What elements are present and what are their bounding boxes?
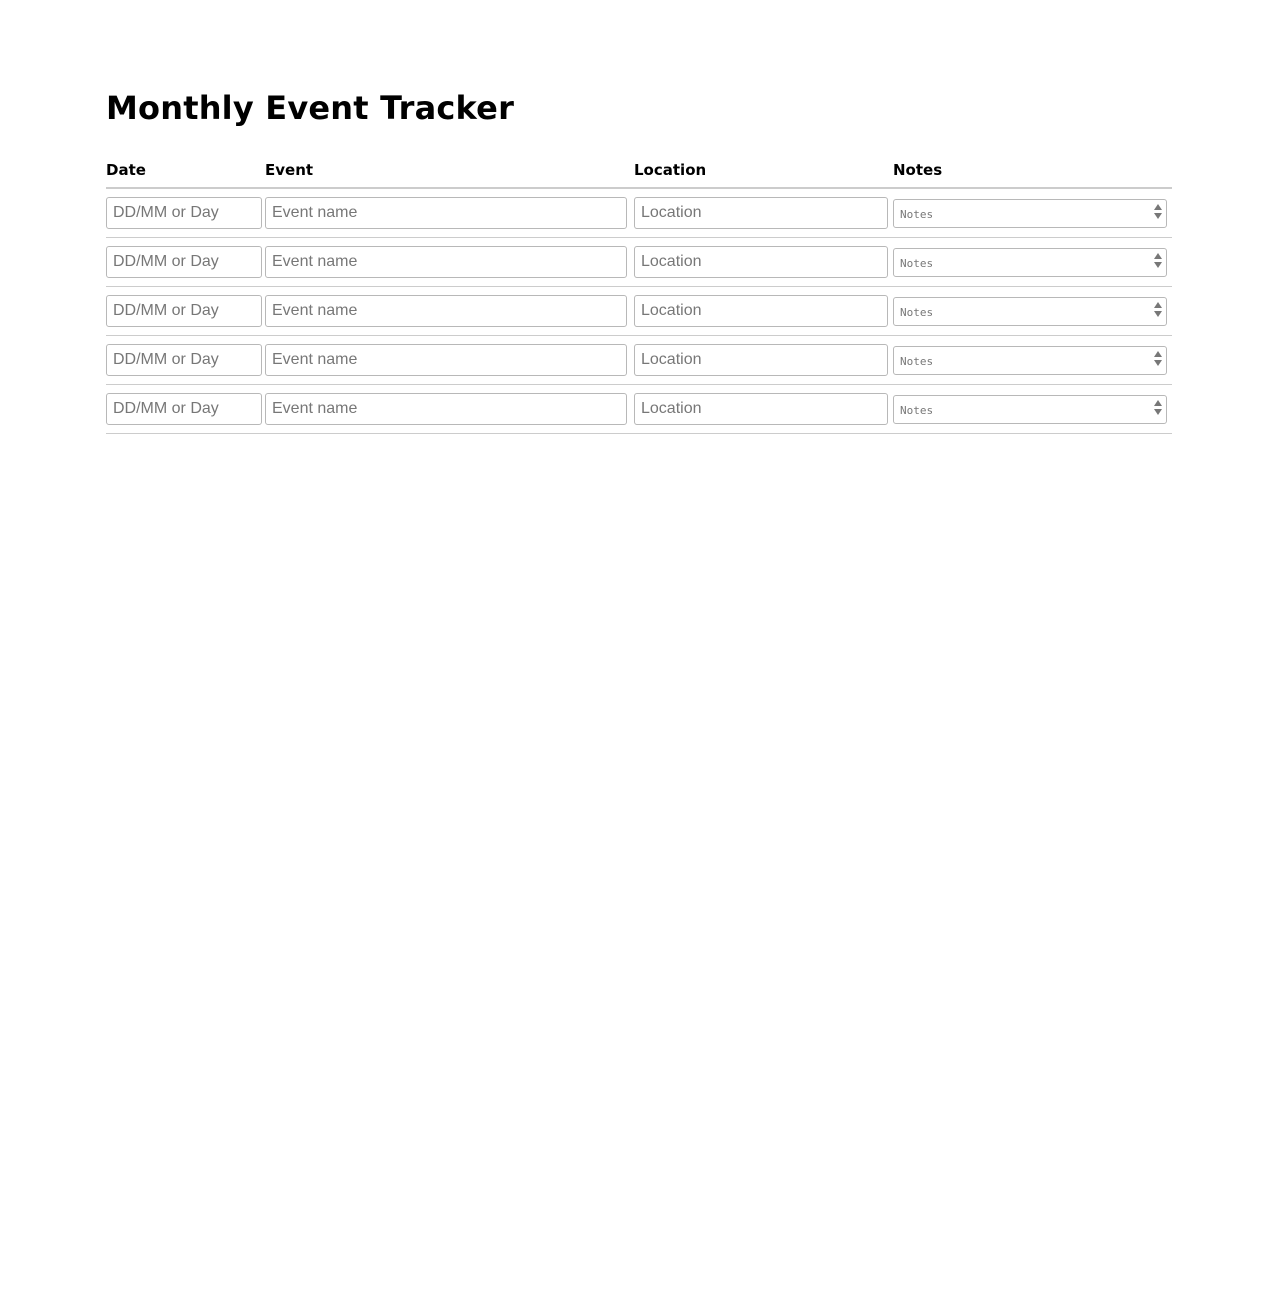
- table-row: [106, 188, 1172, 238]
- scroll-up-arrow-icon[interactable]: [1154, 253, 1162, 259]
- notes-field: [893, 395, 1167, 424]
- event-name-input[interactable]: [265, 197, 627, 229]
- notes-textarea[interactable]: [894, 200, 1150, 227]
- notes-textarea[interactable]: [894, 396, 1150, 423]
- notes-scroll-control[interactable]: [1152, 251, 1164, 274]
- notes-scroll-control[interactable]: [1152, 349, 1164, 372]
- event-name-input[interactable]: [265, 246, 627, 278]
- notes-scroll-control[interactable]: [1152, 398, 1164, 421]
- page-container: [106, 84, 1172, 434]
- notes-textarea[interactable]: [894, 347, 1150, 374]
- table-row: [106, 336, 1172, 385]
- notes-field: [893, 248, 1167, 277]
- notes-textarea[interactable]: [894, 298, 1150, 325]
- scroll-down-arrow-icon[interactable]: [1154, 409, 1162, 415]
- date-input[interactable]: [106, 393, 262, 425]
- notes-field: [893, 346, 1167, 375]
- scroll-up-arrow-icon[interactable]: [1154, 351, 1162, 357]
- scroll-down-arrow-icon[interactable]: [1154, 262, 1162, 268]
- scroll-up-arrow-icon[interactable]: [1154, 302, 1162, 308]
- date-input[interactable]: [106, 197, 262, 229]
- date-input[interactable]: [106, 344, 262, 376]
- event-table: [106, 161, 1172, 434]
- location-input[interactable]: [634, 393, 888, 425]
- column-header-date: Date: [106, 161, 265, 188]
- event-name-input[interactable]: [265, 295, 627, 327]
- event-name-input[interactable]: [265, 344, 627, 376]
- date-input[interactable]: [106, 295, 262, 327]
- scroll-down-arrow-icon[interactable]: [1154, 360, 1162, 366]
- scroll-up-arrow-icon[interactable]: [1154, 204, 1162, 210]
- date-input[interactable]: [106, 246, 262, 278]
- column-header-notes: Notes: [893, 161, 1172, 188]
- page-title: Monthly Event Tracker: [106, 89, 515, 127]
- table-header-row: [106, 161, 1172, 188]
- notes-textarea[interactable]: [894, 249, 1150, 276]
- scroll-up-arrow-icon[interactable]: [1154, 400, 1162, 406]
- location-input[interactable]: [634, 197, 888, 229]
- table-row: [106, 385, 1172, 434]
- notes-scroll-control[interactable]: [1152, 202, 1164, 225]
- notes-field: [893, 199, 1167, 228]
- notes-scroll-control[interactable]: [1152, 300, 1164, 323]
- table-row: [106, 287, 1172, 336]
- event-name-input[interactable]: [265, 393, 627, 425]
- location-input[interactable]: [634, 295, 888, 327]
- column-header-event: Event: [265, 161, 634, 188]
- location-input[interactable]: [634, 246, 888, 278]
- location-input[interactable]: [634, 344, 888, 376]
- notes-field: [893, 297, 1167, 326]
- column-header-location: Location: [634, 161, 893, 188]
- table-row: [106, 238, 1172, 287]
- scroll-down-arrow-icon[interactable]: [1154, 213, 1162, 219]
- scroll-down-arrow-icon[interactable]: [1154, 311, 1162, 317]
